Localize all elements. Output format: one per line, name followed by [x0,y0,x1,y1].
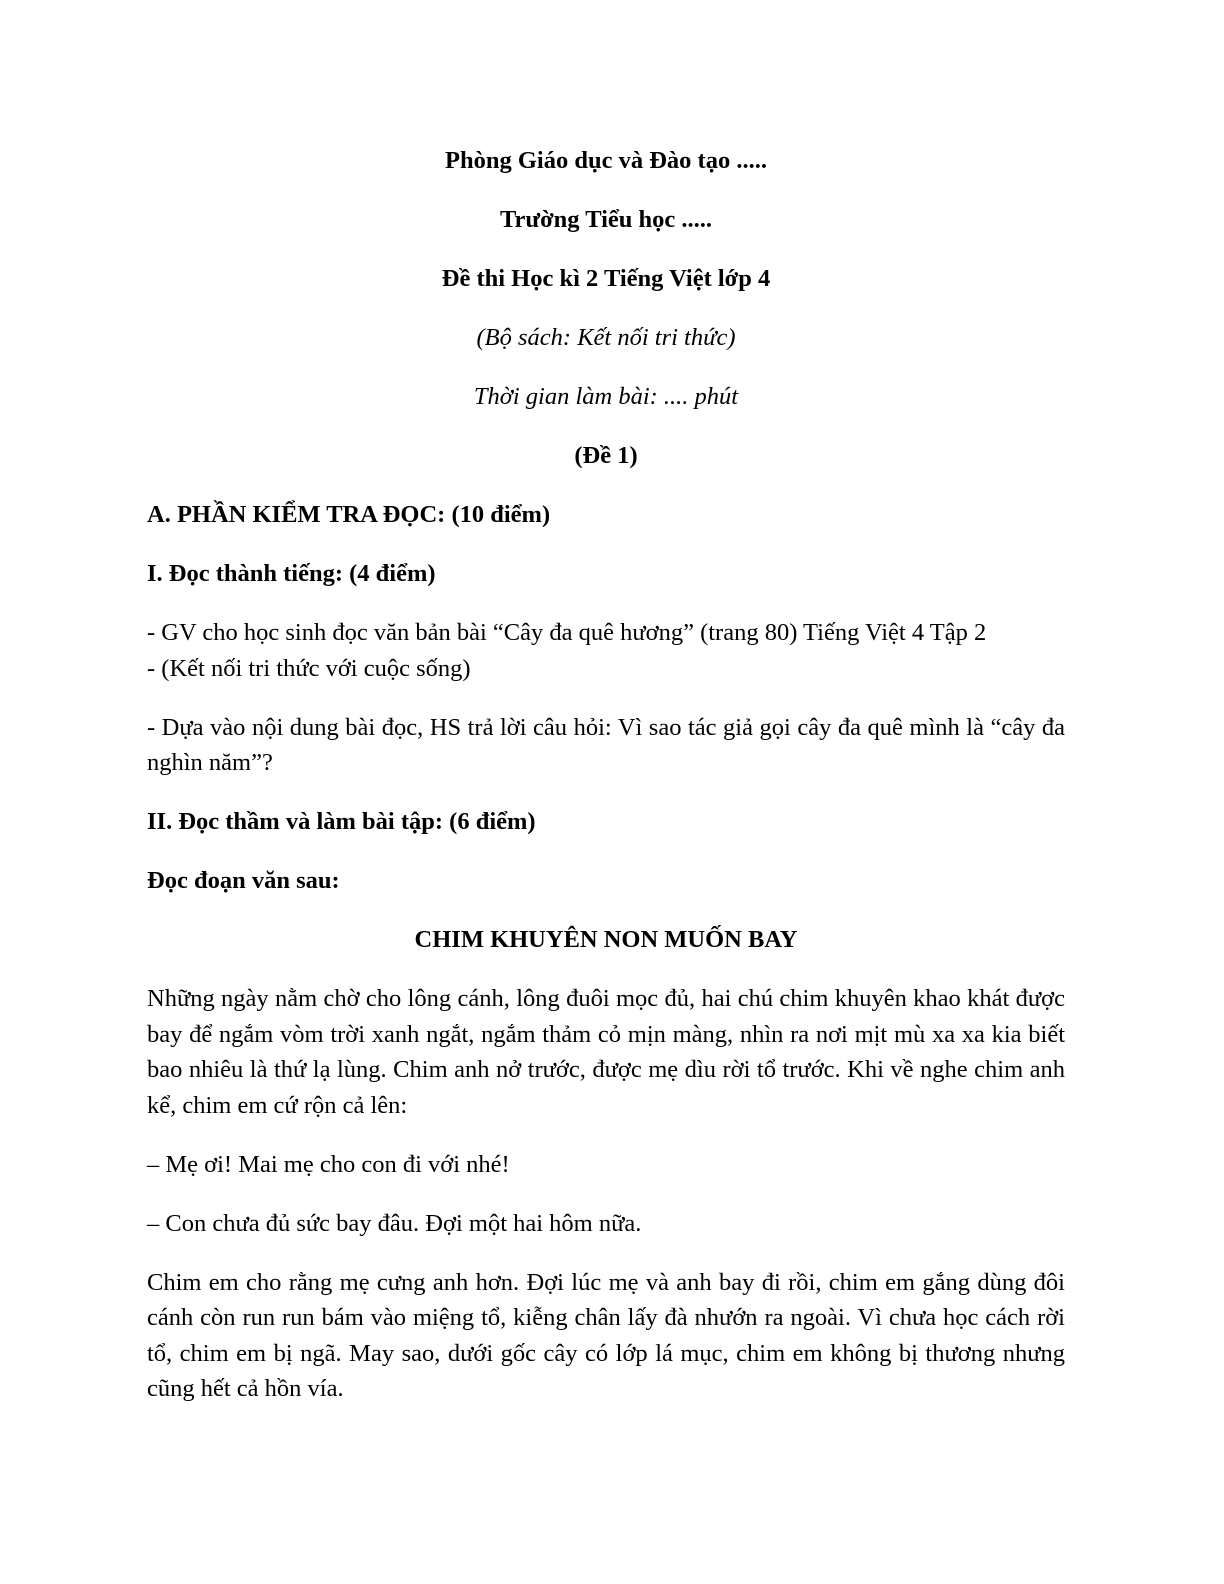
instruction-line-2: - (Kết nối tri thức với cuộc sống) [147,654,471,682]
story-dialogue-1: – Mẹ ơi! Mai mẹ cho con đi với nhé! [147,1150,510,1178]
exam-duration: Thời gian làm bài: .... phút [473,383,739,410]
reading-prompt: Đọc đoạn văn sau: [147,867,340,894]
school-heading: Trường Tiểu học ..... [499,206,713,233]
document-page [147,143,1065,1430]
story-dialogue-2: – Con chưa đủ sức bay đâu. Đợi một hai hôm nữa. [147,1209,642,1237]
instruction-line-1: - GV cho học sinh đọc văn bản bài “Cây đa quê hương” (trang 80) Tiếng Việt 4 Tập 2 [147,619,987,646]
part-1-title: I. Đọc thành tiếng: (4 điểm) [147,560,436,587]
story-paragraph-1: Những ngày nằm chờ cho lông cánh, lông đuôi mọc đủ, hai chú chim khuyên khao khát được bay để ngắm vòm trời xanh ngắt, ngắm thảm cỏ mịn màng, nhìn ra nơi mịt mù xa xa kia biết bao nhiêu là thứ lạ lùng. Chim anh nở trước, được mẹ dìu rời tổ trước. Khi về nghe chim anh kể, chim em cứ rộn cả lên: [147,985,1065,1119]
exam-number: (Đề 1) [574,442,638,469]
exam-title: Đề thi Học kì 2 Tiếng Việt lớp 4 [441,265,771,292]
section-a-title: A. PHẦN KIỂM TRA ĐỌC: (10 điểm) [147,501,551,528]
story-title: CHIM KHUYÊN NON MUỐN BAY [414,926,798,953]
department-heading: Phòng Giáo dục và Đào tạo ..... [445,147,767,174]
book-series: (Bộ sách: Kết nối tri thức) [476,324,736,351]
story-paragraph-2: Chim em cho rằng mẹ cưng anh hơn. Đợi lúc mẹ và anh bay đi rồi, chim em gắng dùng đôi cánh còn run run bám vào miệng tổ, kiễng chân lấy đà nhướn ra ngoài. Vì chưa học cách rời tổ, chim em bị ngã. May sao, dưới gốc cây có lớp lá mục, chim em không bị thương nhưng cũng hết cả hồn vía. [147,1268,1065,1402]
reading-question-instruction: - Dựa vào nội dung bài đọc, HS trả lời câu hỏi: Vì sao tác giả gọi cây đa quê mình là “cây đa nghìn năm”? [147,713,1065,776]
part-2-title: II. Đọc thầm và làm bài tập: (6 điểm) [147,808,536,835]
reading-aloud-instruction [147,615,1065,686]
